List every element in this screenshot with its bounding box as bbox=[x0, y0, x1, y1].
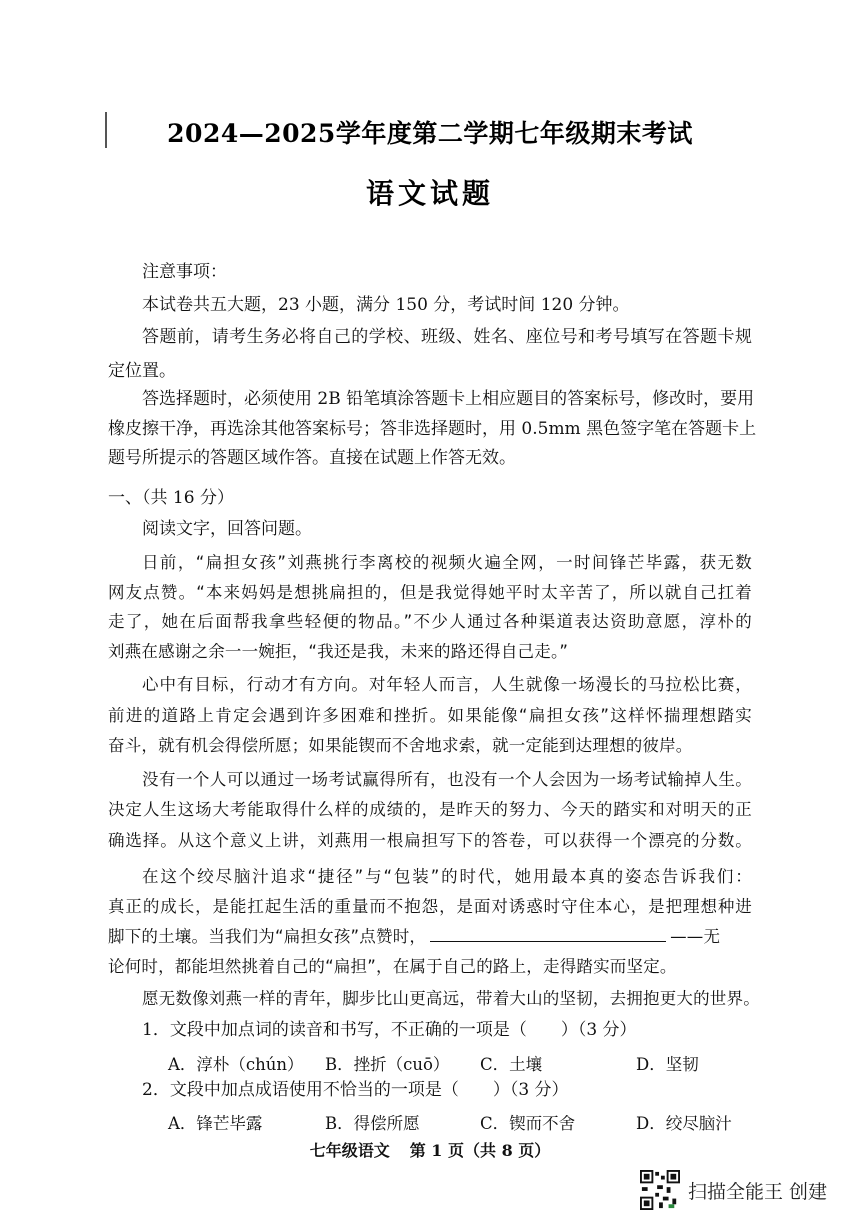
q2-option-c: C．锲而不舍 bbox=[480, 1114, 576, 1133]
passage-text: 脚下的土壤。当我们为“扁担女孩”点赞时， bbox=[108, 927, 427, 946]
passage-line: 刘燕在感谢之余一一婉拒，“我还是我，未来的路还得自己走。” bbox=[108, 642, 569, 661]
passage-line: 前进的道路上肯定会遇到许多困难和挫折。如果能像“扁担女孩”这样怀揣理想踏实 bbox=[108, 706, 752, 725]
notice-line: 答选择题时，必须使用 2B 铅笔填涂答题卡上相应题目的答案标号，修改时，要用 bbox=[142, 389, 755, 409]
question-2-stem: 2．文段中加点成语使用不恰当的一项是（ ）（3 分） bbox=[142, 1080, 569, 1100]
passage-line: 没有一个人可以通过一场考试赢得所有，也没有一个人会因为一场考试输掉人生。 bbox=[142, 770, 752, 789]
footer-page-number: 第 1 页（共 8 页） bbox=[409, 1141, 551, 1160]
passage-line: 心中有目标，行动才有方向。对年轻人而言，人生就像一场漫长的马拉松比赛， bbox=[142, 675, 752, 694]
q1-option-a: A．淳朴（chún） bbox=[168, 1055, 304, 1074]
q2-option-b: B．得偿所愿 bbox=[325, 1114, 420, 1133]
notice-line: 本试卷共五大题，23 小题，满分 150 分，考试时间 120 分钟。 bbox=[142, 295, 630, 315]
q2-option-a: A．锋芒毕露 bbox=[168, 1114, 263, 1133]
q1-option-b: B．挫折（cuō） bbox=[325, 1055, 450, 1074]
scanner-watermark bbox=[640, 1170, 827, 1210]
qr-code-icon bbox=[640, 1170, 680, 1210]
passage-line-with-blank bbox=[108, 927, 752, 947]
passage-line: 在这个绞尽脑汁追求“捷径”与“包装”的时代，她用最本真的姿态告诉我们： bbox=[142, 867, 752, 886]
q1-option-c: C．土壤 bbox=[480, 1055, 543, 1074]
q1-option-d: D．坚韧 bbox=[636, 1055, 699, 1074]
notice-line: 橡皮擦干净，再选涂其他答案标号；答非选择题时，用 0.5mm 黑色签字笔在答题卡上 bbox=[108, 419, 757, 439]
passage-line: 确选择。从这个意义上讲，刘燕用一根扁担写下的答卷，可以获得一个漂亮的分数。 bbox=[108, 831, 752, 850]
notice-line: 答题前，请考生务必将自己的学校、班级、姓名、座位号和考号填写在答题卡规 bbox=[142, 327, 752, 347]
notice-line: 定位置。 bbox=[108, 361, 176, 381]
passage-text: ——无 bbox=[670, 927, 721, 946]
footer-subject: 七年级语文 bbox=[309, 1141, 390, 1160]
passage-line: 真正的成长，是能扛起生活的重量而不抱怨，是面对诱惑时守住本心，是把理想种进 bbox=[108, 897, 752, 916]
passage-line: 日前，“扁担女孩”刘燕挑行李离校的视频火遍全网，一时间锋芒毕露，获无数 bbox=[142, 553, 752, 572]
passage-line: 奋斗，就有机会得偿所愿；如果能锲而不舍地求索，就一定能到达理想的彼岸。 bbox=[108, 736, 693, 755]
passage-line: 论何时，都能坦然挑着自己的“扁担”，在属于自己的路上，走得踏实而坚定。 bbox=[108, 957, 677, 976]
notice-line: 题号所提示的答题区域作答。直接在试题上作答无效。 bbox=[108, 448, 516, 468]
passage-line: 网友点赞。“本来妈妈是想挑扁担的，但是我觉得她平时太辛苦了，所以就自己扛着 bbox=[108, 583, 752, 602]
q2-option-d: D．绞尽脑汁 bbox=[636, 1114, 732, 1133]
passage-line: 走了，她在后面帮我拿些轻便的物品。”不少人通过各种渠道表达资助意愿，淳朴的 bbox=[108, 612, 752, 631]
section-instruction: 阅读文字，回答问题。 bbox=[142, 519, 312, 539]
section-heading: 一、（共 16 分） bbox=[108, 488, 234, 508]
exam-subtitle: 语文试题 bbox=[365, 177, 494, 210]
exam-title: 2024—2025学年度第二学期七年级期末考试 bbox=[167, 119, 693, 148]
question-1-stem: 1．文段中加点词的读音和书写，不正确的一项是（ ）（3 分） bbox=[142, 1020, 637, 1040]
fill-in-blank bbox=[430, 927, 666, 942]
notice-heading: 注意事项： bbox=[142, 262, 227, 282]
passage-line: 愿无数像刘燕一样的青年，脚步比山更高远，带着大山的坚韧，去拥抱更大的世界。 bbox=[142, 989, 760, 1008]
passage-line: 决定人生这场大考能取得什么样的成绩的，是昨天的努力、今天的踏实和对明天的正 bbox=[108, 800, 752, 819]
watermark-text: 扫描全能王 创建 bbox=[688, 1180, 828, 1203]
page-footer bbox=[0, 1138, 860, 1161]
